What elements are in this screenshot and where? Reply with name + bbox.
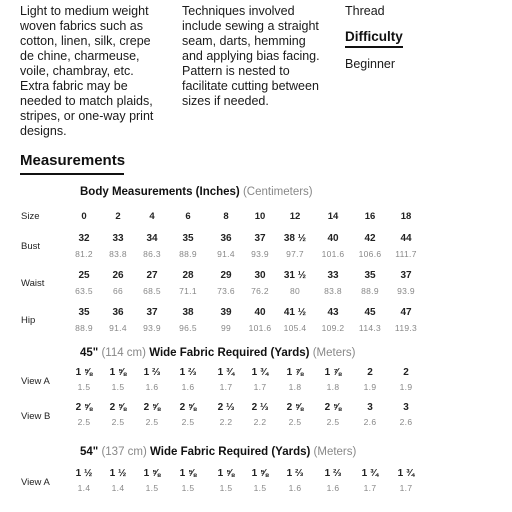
body-row-label-bust: Bust xyxy=(21,241,41,252)
body-hip-inches: 43 xyxy=(327,307,339,318)
body-waist-inches: 37 xyxy=(400,270,412,281)
body-hip-cm: 105.4 xyxy=(283,323,307,333)
fabric45-yards: 1 ¾ xyxy=(217,367,235,378)
body-waist-cm: 73.6 xyxy=(217,286,235,296)
fabric54-meters: 1.6 xyxy=(326,483,340,493)
difficulty-heading: Difficulty xyxy=(345,29,403,48)
fabric-45-width-cm: (114 cm) xyxy=(101,347,146,359)
fabric54-yards: 1 ⅔ xyxy=(286,468,304,479)
body-bust-cm: 81.2 xyxy=(75,249,93,259)
body-measurements-title xyxy=(80,186,313,198)
body-bust-cm: 97.7 xyxy=(286,249,304,259)
fabric45-meters: 1.6 xyxy=(145,382,159,392)
fabric45-yards: 2 ⅝ xyxy=(109,402,127,413)
fabric45-yards: 1 ⅝ xyxy=(75,367,93,378)
fabric45-meters: 2.6 xyxy=(399,417,413,427)
fabric45-meters: 1.8 xyxy=(288,382,302,392)
body-bust-inches: 37 xyxy=(254,233,266,244)
fabric45-meters: 2.6 xyxy=(363,417,377,427)
fabric54-meters: 1.7 xyxy=(363,483,377,493)
techniques-text: Techniques involved include sewing a straight seam, darts, hemming and applying bias facing. Pattern is nested to facilitate cutting between sizes if needed. xyxy=(182,4,320,108)
fabric54-meters: 1.5 xyxy=(219,483,233,493)
body-waist-inches: 31 ½ xyxy=(283,270,307,281)
fabric54-meters: 1.7 xyxy=(399,483,413,493)
size-18: 18 xyxy=(400,211,412,222)
body-hip-cm: 91.4 xyxy=(109,323,127,333)
size-row-label: Size xyxy=(21,211,40,222)
fabric54-yards: 1 ⅔ xyxy=(324,468,342,479)
fabric45-yards: 2 ⅝ xyxy=(143,402,161,413)
fabric-54-title-text: Wide Fabric Required (Yards) xyxy=(150,446,311,458)
body-waist-inches: 29 xyxy=(220,270,232,281)
body-bust-cm: 101.6 xyxy=(321,249,345,259)
fabric45-yards: 2 ⅝ xyxy=(75,402,93,413)
body-hip-inches: 45 xyxy=(364,307,376,318)
fabric45-yards: 2 ⅝ xyxy=(324,402,342,413)
fabric-45-title-unit: (Meters) xyxy=(312,347,356,359)
body-waist-cm: 88.9 xyxy=(361,286,379,296)
fabric45-meters: 1.9 xyxy=(363,382,377,392)
fabric54-meters: 1.6 xyxy=(288,483,302,493)
body-row-label-waist: Waist xyxy=(21,278,45,289)
fabric-45-title-text: Wide Fabric Required (Yards) xyxy=(149,347,310,359)
fabric45-yards: 1 ⅞ xyxy=(324,367,342,378)
fabric54-row-label: View A xyxy=(21,477,50,488)
body-hip-inches: 40 xyxy=(254,307,266,318)
body-bust-cm: 106.6 xyxy=(358,249,382,259)
fabric45-meters: 2.5 xyxy=(326,417,340,427)
body-waist-inches: 28 xyxy=(182,270,194,281)
fabric54-meters: 1.5 xyxy=(145,483,159,493)
body-waist-cm: 93.9 xyxy=(397,286,415,296)
fabric45-yards: 1 ⅔ xyxy=(143,367,161,378)
body-measurements-title-text: Body Measurements (Inches) xyxy=(80,186,240,198)
fabric45-meters: 2.2 xyxy=(219,417,233,427)
body-hip-inches: 39 xyxy=(220,307,232,318)
techniques-description xyxy=(182,4,332,109)
fabric45-meters: 2.5 xyxy=(111,417,125,427)
fabric45-yards: 2 xyxy=(367,367,373,378)
fabric54-yards: 1 ⅝ xyxy=(143,468,161,479)
fabric45-meters: 2.5 xyxy=(288,417,302,427)
body-bust-inches: 32 xyxy=(78,233,90,244)
body-row-label-hip: Hip xyxy=(21,315,36,326)
notions-difficulty-column xyxy=(345,4,505,72)
fabric-45-title xyxy=(80,347,356,359)
fabric54-meters: 1.4 xyxy=(77,483,91,493)
size-10: 10 xyxy=(254,211,266,222)
size-12: 12 xyxy=(289,211,301,222)
fabric45-meters: 1.6 xyxy=(181,382,195,392)
size-16: 16 xyxy=(364,211,376,222)
body-bust-cm: 88.9 xyxy=(179,249,197,259)
fabric45-yards: 1 ⅝ xyxy=(109,367,127,378)
fabric54-meters: 1.5 xyxy=(181,483,195,493)
difficulty-value: Beginner xyxy=(345,57,396,71)
body-bust-cm: 111.7 xyxy=(395,249,417,259)
fabric45-yards: 2 ⅝ xyxy=(286,402,304,413)
body-hip-cm: 99 xyxy=(220,323,232,333)
fabric54-yards: 1 ⅝ xyxy=(217,468,235,479)
body-bust-inches: 33 xyxy=(112,233,124,244)
size-14: 14 xyxy=(327,211,339,222)
fabric45-yards: 2 xyxy=(403,367,409,378)
size-6: 6 xyxy=(185,211,191,222)
body-hip-inches: 36 xyxy=(112,307,124,318)
body-bust-cm: 86.3 xyxy=(143,249,161,259)
fabric45-meters: 2.5 xyxy=(181,417,195,427)
body-waist-cm: 71.1 xyxy=(179,286,197,296)
body-waist-inches: 35 xyxy=(364,270,376,281)
thread-text: Thread xyxy=(345,4,385,18)
fabric45-meters: 2.2 xyxy=(253,417,267,427)
fabric45-yards: 3 xyxy=(403,402,409,413)
body-bust-inches: 36 xyxy=(220,233,232,244)
fabric45-yards: 2 ⅓ xyxy=(251,402,269,413)
size-8: 8 xyxy=(223,211,229,222)
fabric54-yards: 1 ½ xyxy=(75,468,93,479)
body-hip-cm: 96.5 xyxy=(179,323,197,333)
body-measurements-title-unit: (Centimeters) xyxy=(242,186,313,198)
fabric-45-width: 45" xyxy=(80,347,99,359)
fabric45-meters: 1.8 xyxy=(326,382,340,392)
fabric-suggestions xyxy=(20,4,180,139)
fabric45-yards: 3 xyxy=(367,402,373,413)
fabric45-meters: 1.5 xyxy=(77,382,91,392)
fabric-54-title-unit: (Meters) xyxy=(313,446,357,458)
fabric54-yards: 1 ⅝ xyxy=(179,468,197,479)
body-hip-cm: 109.2 xyxy=(321,323,345,333)
fabric45-meters: 2.5 xyxy=(77,417,91,427)
body-bust-inches: 38 ½ xyxy=(283,233,307,244)
fabric45-meters: 2.5 xyxy=(145,417,159,427)
body-hip-inches: 41 ½ xyxy=(283,307,307,318)
body-hip-cm: 119.3 xyxy=(394,323,418,333)
body-waist-cm: 80 xyxy=(289,286,301,296)
body-hip-inches: 37 xyxy=(146,307,158,318)
fabric45-meters: 1.7 xyxy=(219,382,233,392)
fabric45-meters: 1.5 xyxy=(111,382,125,392)
body-waist-inches: 27 xyxy=(146,270,158,281)
body-waist-cm: 68.5 xyxy=(143,286,161,296)
body-hip-cm: 93.9 xyxy=(143,323,161,333)
body-bust-cm: 93.9 xyxy=(251,249,269,259)
body-waist-cm: 83.8 xyxy=(324,286,342,296)
measurements-heading: Measurements xyxy=(20,152,124,175)
fabric45-yards: 2 ⅝ xyxy=(179,402,197,413)
fabric45-yards: 1 ⅔ xyxy=(179,367,197,378)
fabric45-row-label: View B xyxy=(21,411,51,422)
body-hip-cm: 114.3 xyxy=(358,323,382,333)
body-waist-cm: 76.2 xyxy=(251,286,269,296)
fabric-54-width-cm: (137 cm) xyxy=(101,446,147,458)
body-bust-inches: 42 xyxy=(364,233,376,244)
fabric-54-title xyxy=(80,446,356,458)
body-hip-cm: 88.9 xyxy=(75,323,93,333)
fabric54-yards: 1 ¾ xyxy=(397,468,415,479)
fabric54-meters: 1.5 xyxy=(253,483,267,493)
size-2: 2 xyxy=(115,211,121,222)
fabric54-yards: 1 ½ xyxy=(109,468,127,479)
body-waist-inches: 26 xyxy=(112,270,124,281)
fabric45-yards: 1 ⅞ xyxy=(286,367,304,378)
fabric45-yards: 2 ⅓ xyxy=(217,402,235,413)
size-0: 0 xyxy=(81,211,87,222)
body-bust-inches: 40 xyxy=(327,233,339,244)
fabric-54-width: 54" xyxy=(80,446,99,458)
body-bust-cm: 91.4 xyxy=(217,249,235,259)
body-bust-inches: 34 xyxy=(146,233,158,244)
fabric54-yards: 1 ¾ xyxy=(361,468,379,479)
fabric45-meters: 1.9 xyxy=(399,382,413,392)
fabric45-row-label: View A xyxy=(21,376,50,387)
body-waist-inches: 30 xyxy=(254,270,266,281)
fabric45-yards: 1 ¾ xyxy=(251,367,269,378)
body-hip-inches: 38 xyxy=(182,307,194,318)
fabric-suggestions-text: Light to medium weight woven fabrics such as cotton, linen, silk, crepe de chine, charmeuse, voile, chambray, etc. Extra fabric may be needed to match plaids, stripes, or one-way print designs. xyxy=(20,4,154,138)
body-waist-inches: 33 xyxy=(327,270,339,281)
body-waist-cm: 66 xyxy=(112,286,124,296)
body-waist-inches: 25 xyxy=(78,270,90,281)
body-hip-inches: 47 xyxy=(400,307,412,318)
body-bust-inches: 44 xyxy=(400,233,412,244)
body-bust-inches: 35 xyxy=(182,233,194,244)
fabric45-meters: 1.7 xyxy=(253,382,267,392)
body-bust-cm: 83.8 xyxy=(109,249,127,259)
fabric54-meters: 1.4 xyxy=(111,483,125,493)
body-waist-cm: 63.5 xyxy=(75,286,93,296)
fabric54-yards: 1 ⅝ xyxy=(251,468,269,479)
body-hip-inches: 35 xyxy=(78,307,90,318)
size-4: 4 xyxy=(149,211,155,222)
body-hip-cm: 101.6 xyxy=(248,323,272,333)
